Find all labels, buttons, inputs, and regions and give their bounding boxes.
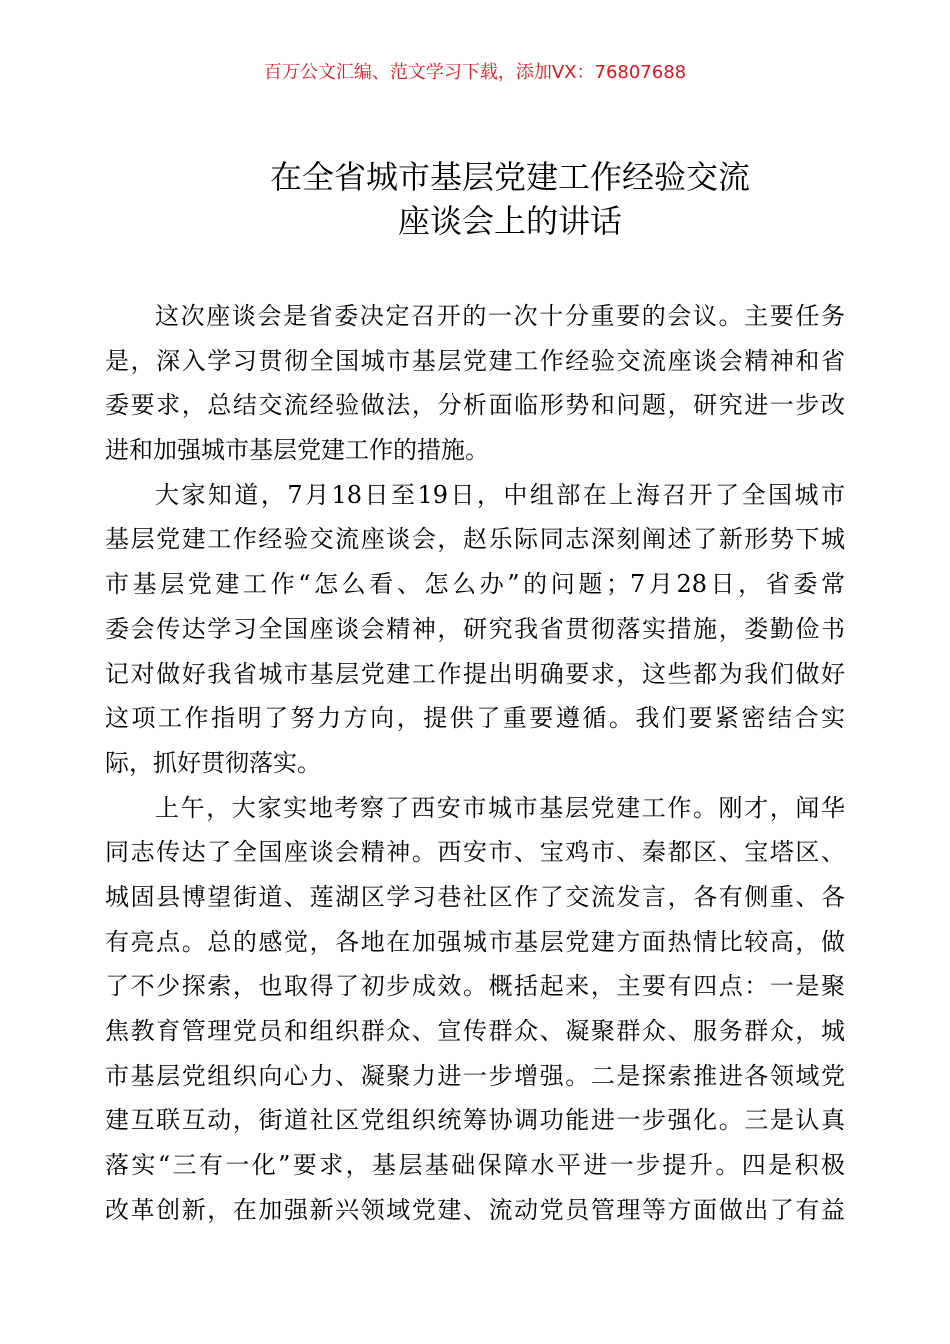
- paragraph-line: 委要求，总结交流经验做法，分析面临形势和问题，研究进一步改: [105, 391, 845, 420]
- paragraph: [105, 786, 845, 1233]
- paragraph: [105, 294, 845, 473]
- paragraph-line: 市基层党建工作“怎么看、怎么办”的问题；7月28日，省委常: [105, 570, 845, 599]
- title-line: 在全省城市基层党建工作经验交流: [269, 158, 750, 196]
- paragraph-line: 焦教育管理党员和组织群众、宣传群众、凝聚群众、服务群众，城: [105, 1017, 845, 1045]
- paragraph-line: 建互联互动，街道社区党组织统筹协调功能进一步强化。三是认真: [105, 1106, 845, 1135]
- paragraph-line: 这次座谈会是省委决定召开的一次十分重要的会议。主要任务: [155, 302, 845, 330]
- document-title: [130, 155, 890, 243]
- paragraph-line: 落实“三有一化”要求，基层基础保障水平进一步提升。四是积极: [105, 1151, 845, 1180]
- paragraph-line: 大家知道，7月18日至19日，中组部在上海召开了全国城市: [155, 480, 845, 509]
- paragraph-line: 城固县博望街道、莲湖区学习巷社区作了交流发言，各有侧重、各: [105, 882, 845, 911]
- watermark-header: 百万公文汇编、范文学习下载，添加VX：76807688: [263, 62, 687, 83]
- paragraph-line: 改革创新，在加强新兴领域党建、流动党员管理等方面做出了有益: [105, 1195, 845, 1224]
- paragraph-line: 是，深入学习贯彻全国城市基层党建工作经验交流座谈会精神和省: [105, 346, 845, 375]
- paragraph-line: 记对做好我省城市基层党建工作提出明确要求，这些都为我们做好: [105, 659, 845, 688]
- paragraph-line: 同志传达了全国座谈会精神。西安市、宝鸡市、秦都区、宝塔区、: [105, 838, 845, 867]
- paragraph-line: 这项工作指明了努力方向，提供了重要遵循。我们要紧密结合实: [105, 704, 845, 733]
- title-line: 座谈会上的讲话: [397, 202, 622, 240]
- paragraph-line: 进和加强城市基层党建工作的措施。: [105, 436, 489, 465]
- paragraph: [105, 473, 845, 786]
- paragraph-line: 基层党建工作经验交流座谈会，赵乐际同志深刻阐述了新形势下城: [105, 525, 845, 554]
- paragraph-line: 有亮点。总的感觉，各地在加强城市基层党建方面热情比较高，做: [105, 927, 845, 956]
- paragraph-line: 际，抓好贯彻落实。: [105, 748, 321, 777]
- paragraph-line: 委会传达学习全国座谈会精神，研究我省贯彻落实措施，娄勤俭书: [105, 614, 845, 643]
- document-body: [105, 294, 845, 1232]
- paragraph-line: 上午，大家实地考察了西安市城市基层党建工作。刚才，闻华: [155, 793, 845, 822]
- paragraph-line: 市基层党组织向心力、凝聚力进一步增强。二是探索推进各领域党: [105, 1061, 845, 1090]
- paragraph-line: 了不少探索，也取得了初步成效。概括起来，主要有四点：一是聚: [105, 972, 845, 1001]
